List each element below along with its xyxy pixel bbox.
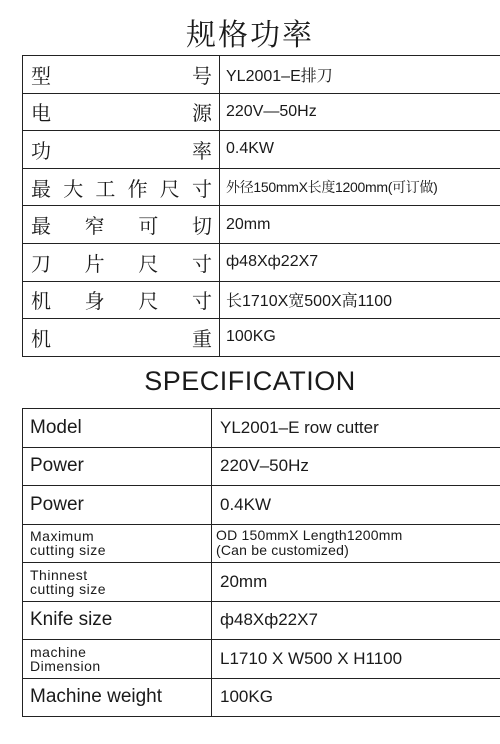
label-line: Model	[30, 416, 82, 438]
label-line: Thinnest	[30, 566, 88, 583]
table-row	[23, 447, 500, 486]
row-value: 外径150mmX长度1200mm(可订做)	[220, 168, 500, 206]
label-char: 可	[138, 214, 159, 239]
row-label	[23, 486, 212, 525]
label-char: 率	[192, 138, 212, 163]
label-char: 最	[31, 176, 51, 201]
row-label	[23, 56, 220, 94]
row-label	[23, 168, 220, 206]
label-line: machine	[30, 643, 87, 660]
label-char: 作	[127, 176, 148, 201]
row-value	[212, 640, 500, 679]
value-line: 0.4KW	[220, 494, 272, 514]
label-char: 机	[31, 326, 51, 351]
label-char: 型	[31, 63, 51, 88]
row-value: 100KG	[220, 319, 500, 357]
row-value	[212, 409, 500, 448]
table-row	[23, 601, 500, 640]
value-line: 220V–50Hz	[220, 456, 309, 476]
label-char: 机	[31, 289, 51, 314]
table-row	[23, 319, 500, 357]
label-char: 号	[192, 63, 212, 88]
label-char: 片	[84, 251, 105, 276]
row-value: ф48Xф22X7	[220, 243, 500, 281]
table-row	[23, 486, 500, 525]
row-value	[212, 447, 500, 486]
row-value	[212, 601, 500, 640]
row-value: 20mm	[220, 206, 500, 244]
table-row	[23, 678, 500, 717]
row-value: YL2001–E排刀	[220, 56, 500, 94]
label-char: 功	[31, 138, 51, 163]
row-label	[23, 319, 220, 357]
row-label	[23, 601, 212, 640]
value-line: L1710 X W500 X H1100	[220, 648, 403, 668]
label-line: Power	[30, 493, 84, 515]
row-label	[23, 243, 220, 281]
label-char: 大	[63, 176, 84, 201]
label-char: 寸	[191, 251, 212, 276]
value-line: (Can be customized)	[216, 542, 349, 559]
row-label	[23, 563, 212, 602]
row-label	[23, 206, 220, 244]
row-value	[212, 678, 500, 717]
row-label	[23, 447, 212, 486]
title-english: SPECIFICATION	[144, 366, 356, 396]
table-row	[23, 409, 500, 448]
label-line: Dimension	[30, 657, 101, 674]
value-line: 100KG	[220, 687, 273, 707]
row-label	[23, 524, 212, 563]
table-row	[23, 524, 500, 563]
table-row	[23, 281, 500, 319]
value-line: YL2001–E row cutter	[220, 417, 379, 437]
row-value	[212, 486, 500, 525]
label-line: Maximum	[30, 528, 95, 545]
table-row	[23, 206, 500, 244]
value-line: 20mm	[220, 571, 268, 591]
label-line: cutting size	[30, 580, 107, 597]
table-row	[23, 56, 500, 94]
table-row	[23, 131, 500, 169]
table-row	[23, 243, 500, 281]
label-char: 工	[95, 176, 116, 201]
row-label	[23, 678, 212, 717]
label-line: Machine weight	[30, 686, 163, 708]
table-row	[23, 168, 500, 206]
table-row	[23, 93, 500, 131]
row-value	[212, 563, 500, 602]
label-line: Power	[30, 455, 84, 477]
row-value: 0.4KW	[220, 131, 500, 169]
row-label	[23, 93, 220, 131]
label-char: 切	[191, 214, 212, 239]
label-line: cutting size	[30, 542, 107, 559]
table-row	[23, 640, 500, 679]
value-line: ф48Xф22X7	[220, 610, 318, 630]
label-char: 刀	[31, 251, 51, 276]
label-char: 身	[84, 289, 105, 314]
label-char: 寸	[191, 289, 212, 314]
label-char: 尺	[138, 289, 159, 314]
row-value	[212, 524, 500, 563]
spec-table-english	[22, 408, 500, 717]
row-label	[23, 131, 220, 169]
row-label	[23, 281, 220, 319]
label-char: 重	[192, 326, 212, 351]
value-line: OD 150mmX Length1200mm	[216, 527, 403, 544]
table-row	[23, 563, 500, 602]
row-value: 220V—50Hz	[220, 93, 500, 131]
row-label	[23, 640, 212, 679]
label-char: 最	[31, 214, 51, 239]
label-char: 窄	[84, 214, 105, 239]
row-value: 长1710X宽500X高1100	[220, 281, 500, 319]
label-char: 源	[192, 101, 212, 126]
label-line: Knife size	[30, 609, 113, 631]
label-char: 寸	[191, 176, 212, 201]
label-char: 尺	[138, 251, 159, 276]
row-label	[23, 409, 212, 448]
title-chinese: 规格功率	[186, 18, 314, 53]
spec-table-chinese	[22, 55, 500, 357]
label-char: 尺	[159, 176, 180, 201]
label-char: 电	[31, 101, 51, 126]
